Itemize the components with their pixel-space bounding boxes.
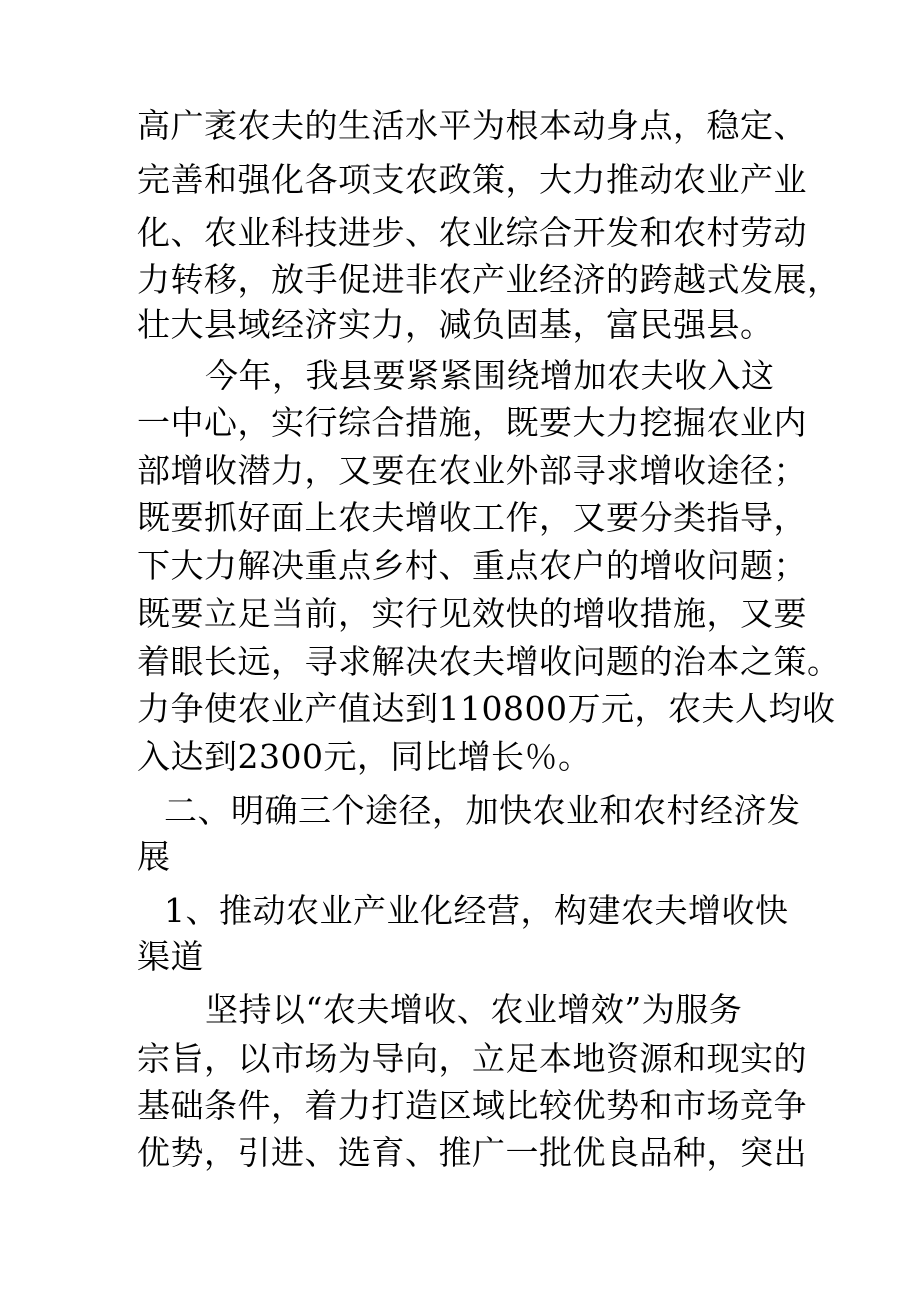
section-heading-line: 二、明确三个途径，加快农业和农村经济发 [164,791,801,830]
subsection-heading-line: 1、推动农业产业化经营，构建农夫增收快 [164,891,789,930]
paragraph-line: 既要抓好面上农夫增收工作，又要分类指导， [137,498,807,537]
paragraph-line: 壮大县域经济实力，减负固基，富民强县。 [137,305,774,344]
paragraph-line: 力争使农业产值达到110800万元，农夫人均收 [137,689,836,728]
paragraph-line: 着眼长远，寻求解决农夫增收问题的治本之策。 [137,642,841,681]
paragraph-line: 化、农业科技进步、农业综合开发和农村劳动 [137,213,807,252]
paragraph-line: 部增收潜力，又要在农业外部寻求增收途径； [137,451,807,490]
paragraph-line: 坚持以“农夫增收、农业增效”为服务 [205,990,743,1029]
paragraph-line: 优势，引进、选育、推广一批优良品种，突出 [137,1133,807,1172]
paragraph-line: 宗旨，以市场为导向，立足本地资源和现实的 [137,1039,807,1078]
subsection-heading-line: 渠道 [137,937,204,976]
paragraph-line: 下大力解决重点乡村、重点农户的增收问题； [137,546,807,585]
paragraph-line: 一中心，实行综合措施，既要大力挖掘农业内 [137,403,807,442]
paragraph-line: 入达到2300元，同比增长％。 [137,737,592,776]
paragraph-line: 基础条件，着力打造区域比较优势和市场竞争 [137,1086,807,1125]
paragraph-line: 今年，我县要紧紧围绕增加农夫收入这 [205,356,775,395]
paragraph-line: 完善和强化各项支农政策，大力推动农业产业 [137,160,807,199]
paragraph-line: 既要立足当前，实行见效快的增收措施，又要 [137,594,807,633]
section-heading-line: 展 [137,837,171,876]
paragraph-line: 高广袤农夫的生活水平为根本动身点，稳定、 [137,106,807,145]
paragraph-line: 力转移，放手促进非农产业经济的跨越式发展， [137,260,841,299]
